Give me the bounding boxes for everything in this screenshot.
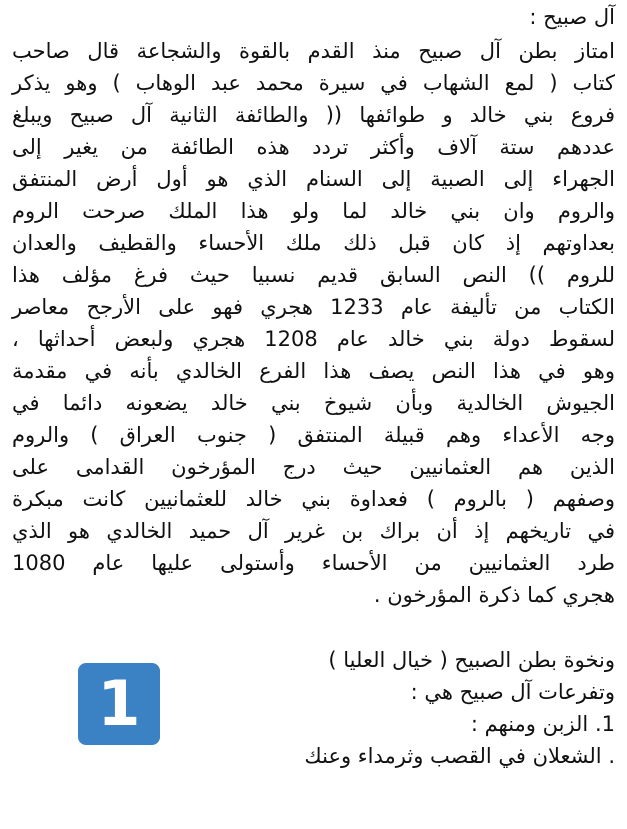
list-item: 1. الزبن ومنهم : xyxy=(470,712,615,736)
number-badge: 1 xyxy=(78,663,160,745)
paragraph-line: عددهم ستة آلاف وأكثر تردد هذه الطائفة من يغير إلى xyxy=(12,135,615,159)
paragraph-line: بعداوتهم إذ كان قبل ذلك ملك الأحساء والقطيف والعدان xyxy=(12,231,615,255)
paragraph-line: والروم وان بني خالد لما ولو هذا الملك صرحت الروم xyxy=(12,199,615,223)
paragraph-line: الكتاب من تأليفة عام 1233 هجري فهو على الأرجح معاصر xyxy=(12,295,615,319)
paragraph-line: وهو في هذا النص يصف هذا الفرع الخالدي بأنه في مقدمة xyxy=(12,359,615,383)
paragraph-line: وجه الأعداء وهم قبيلة المنتفق ( جنوب العراق ) والروم xyxy=(12,423,615,447)
paragraph-line: فروع بني خالد و طوائفها (( والطائفة الثانية آل صبيح ويبلغ xyxy=(12,103,615,127)
section-heading: آل صبيح : xyxy=(529,5,615,29)
paragraph-line: ونخوة بطن الصبيح ( خيال العليا ) xyxy=(328,648,615,672)
paragraph-line: للروم )) النص السابق قديم نسبيا حيث فرغ مؤلف هذا xyxy=(12,263,615,287)
paragraph-line: الجهراء إلى الصبية إلى السنام الذي هو أول أرض المنتفق xyxy=(12,167,615,191)
paragraph-line: الذين هم العثمانيين حيث درج المؤرخون القدامى على xyxy=(12,455,615,479)
paragraph-line: امتاز بطن آل صبيح منذ القدم بالقوة والشجاعة قال صاحب xyxy=(12,39,615,63)
paragraph-line: كتاب ( لمع الشهاب في سيرة محمد عبد الوهاب ) وهو يذكر xyxy=(12,71,615,95)
paragraph-line: وتفرعات آل صبيح هي : xyxy=(410,680,615,704)
paragraph-line: طرد العثمانيين من الأحساء وأستولى عليها عام 1080 xyxy=(12,551,615,575)
paragraph-line: هجري كما ذكرة المؤرخون . xyxy=(373,583,615,607)
paragraph-line: وصفهم ( بالروم ) فعداوة بني خالد للعثمانيين كانت مبكرة xyxy=(12,487,615,511)
list-item: . الشعلان في القصب وثرمداء وعنك xyxy=(304,744,615,768)
paragraph-line: الجيوش الخالدية وبأن شيوخ بني خالد يضعونه دائما في xyxy=(12,391,615,415)
paragraph-line: في تاريخهم إذ أن براك بن غرير آل حميد الخالدي هو الذي xyxy=(12,519,615,543)
paragraph-line: لسقوط دولة بني خالد عام 1208 هجري ولبعض أحداثها ، xyxy=(12,327,616,351)
